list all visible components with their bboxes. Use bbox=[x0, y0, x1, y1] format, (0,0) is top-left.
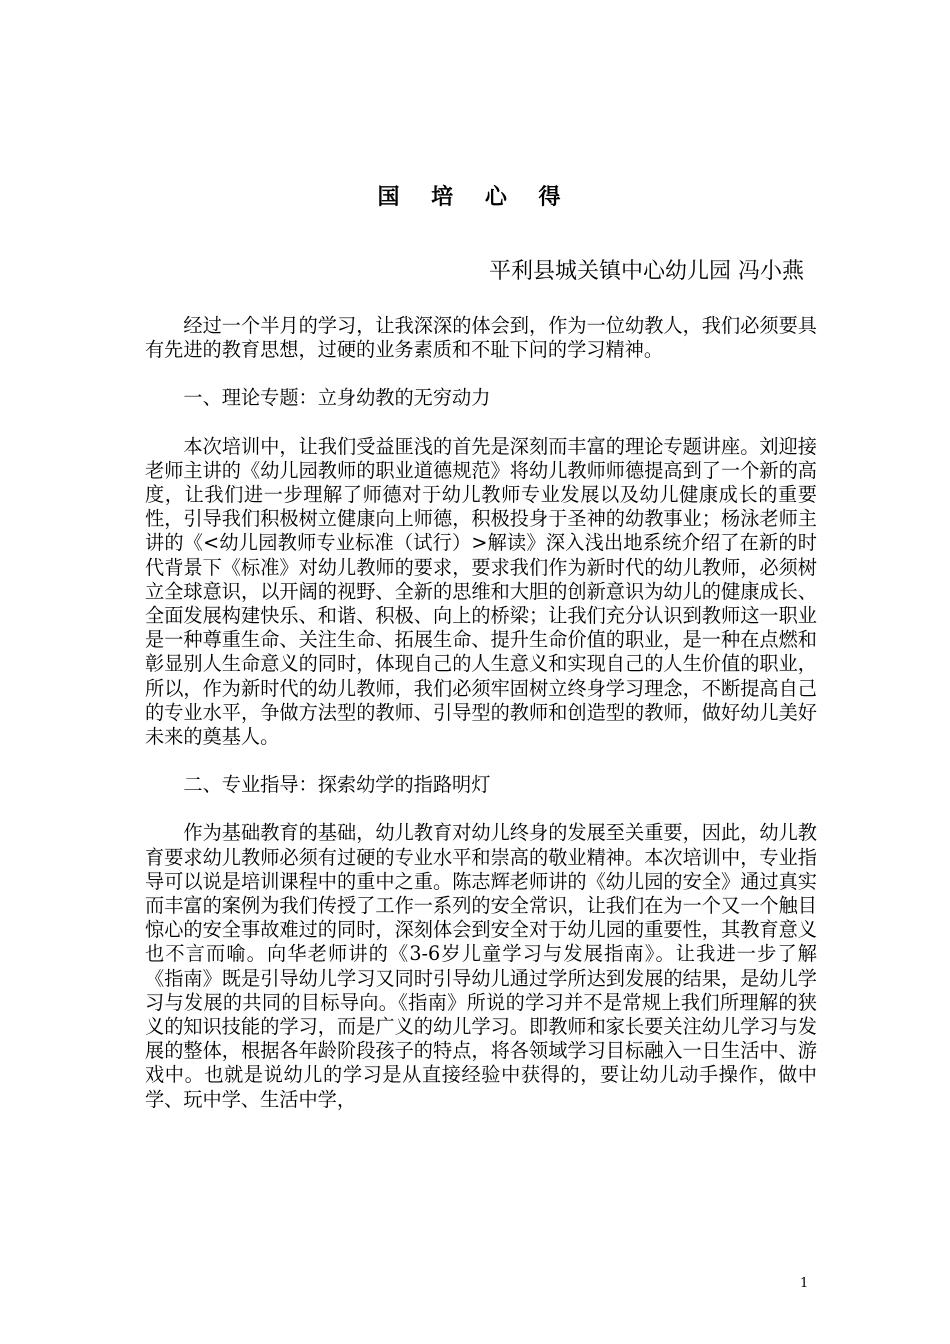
section-heading-1: 一、理论专题：立身幼教的无穷动力 bbox=[183, 386, 491, 410]
section-heading-2: 二、专业指导：探索幼学的指路明灯 bbox=[183, 773, 491, 797]
section-paragraph-1: 本次培训中，让我们受益匪浅的首先是深刻而丰富的理论专题讲座。刘迎接老师主讲的《幼儿园教师的职业道德规范》将幼儿教师师德提高到了一个新的高度，让我们进一步理解了师德对于幼儿教师专业发展以及幼儿健康成长的重要性，引导我们积极树立健康向上师德，积极投身于圣神的幼教事业；杨泳老师主讲的《<幼儿园教师专业标准（试行）>解读》深入浅出地系统介绍了在新的时代背景下《标准》对幼儿教师的要求，要求我们作为新时代的幼儿教师，必须树立全球意识，以开阔的视野、全新的思维和大胆的创新意识为幼儿的健康成长、全面发展构建快乐、和谐、积极、向上的桥梁；让我们充分认识到教师这一职业是一种尊重生命、关注生命、拓展生命、提升生命价值的职业，是一种在点燃和彰显别人生命意义的同时，体现自己的人生意义和实现自己的人生价值的职业，所以，作为新时代的幼儿教师，我们必须牢固树立终身学习理念，不断提高自己的专业水平，争做方法型的教师、引导型的教师和创造型的教师，做好幼儿美好未来的奠基人。 bbox=[145, 434, 817, 749]
intro-paragraph: 经过一个半月的学习，让我深深的体会到，作为一位幼教人，我们必须要具有先进的教育思想，过硬的业务素质和不耻下问的学习精神。 bbox=[145, 314, 817, 362]
author-line: 平利县城关镇中心幼儿园 冯小燕 bbox=[489, 259, 804, 284]
page-number: 1 bbox=[800, 1276, 809, 1291]
section-paragraph-2: 作为基础教育的基础，幼儿教育对幼儿终身的发展至关重要，因此，幼儿教育要求幼儿教师必须有过硬的专业水平和崇高的敬业精神。本次培训中，专业指导可以说是培训课程中的重中之重。陈志辉老师讲的《幼儿园的安全》通过真实而丰富的案例为我们传授了工作一系列的安全常识，让我们在为一个又一个触目惊心的安全事故难过的同时，深刻体会到安全对于幼儿园的重要性，其教育意义也不言而喻。向华老师讲的《3-6岁儿童学习与发展指南》。让我进一步了解《指南》既是引导幼儿学习又同时引导幼儿通过学所达到发展的结果，是幼儿学习与发展的共同的目标导向。《指南》所说的学习并不是常规上我们所理解的狭义的知识技能的学习，而是广义的幼儿学习。即教师和家长要关注幼儿学习与发展的整体，根据各年龄阶段孩子的特点，将各领域学习目标融入一日生活中、游戏中。也就是说幼儿的学习是从直接经验中获得的，要让幼儿动手操作，做中学、玩中学、生活中学， bbox=[145, 821, 817, 1111]
document-body bbox=[145, 314, 817, 1136]
document-title: 国 培 心 得 bbox=[377, 184, 573, 210]
